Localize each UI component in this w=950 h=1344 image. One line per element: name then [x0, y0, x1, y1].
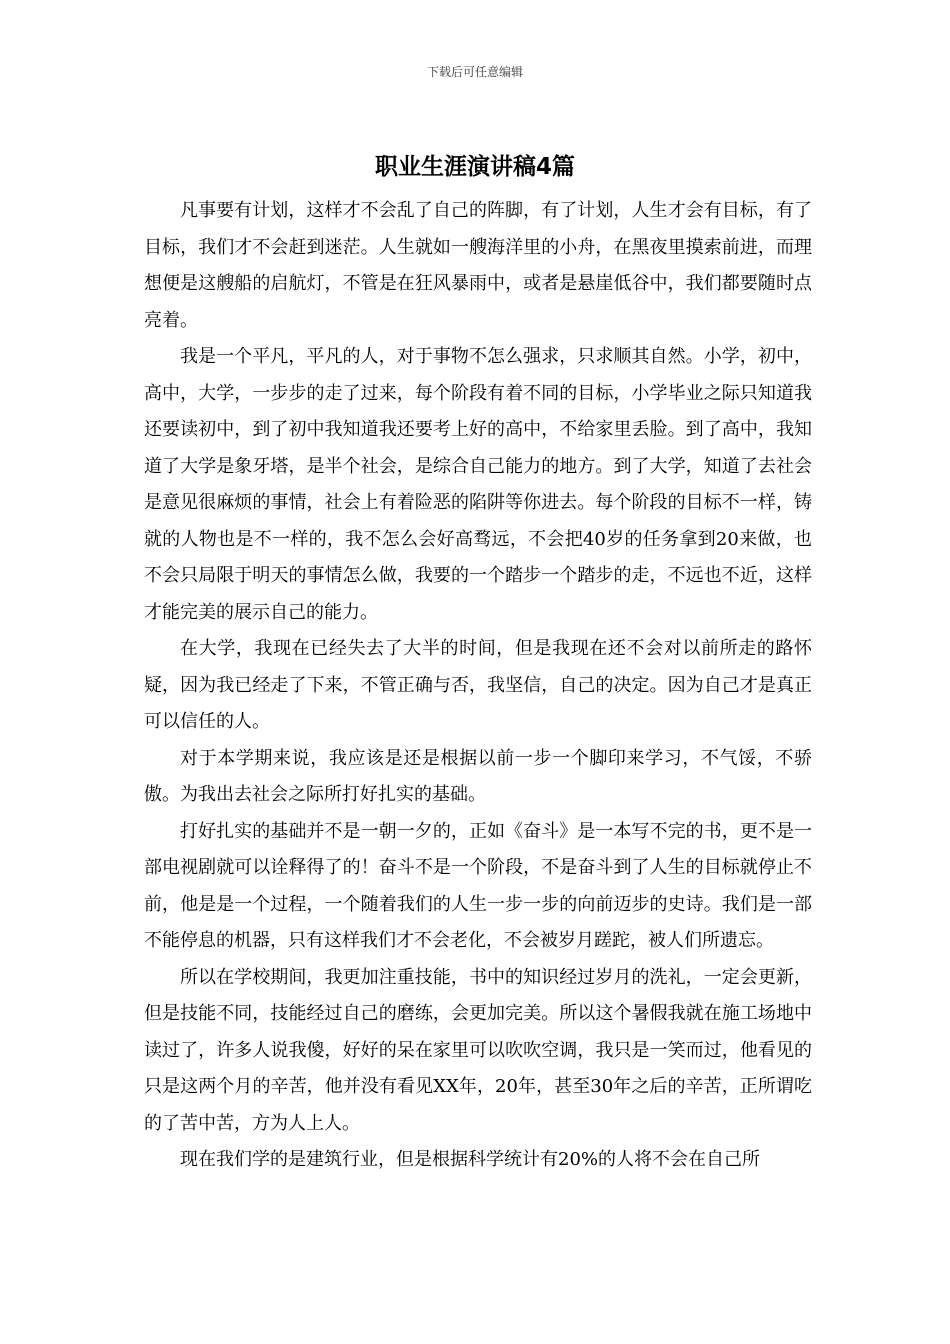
paragraph: 我是一个平凡，平凡的人，对于事物不怎么强求，只求顺其自然。小学，初中，高中，大学，一步步的走了过来，每个阶段有着不同的目标，小学毕业之际只知道我还要读初中，到了初中我知道我还要考上好的高中，不给家里丢脸。到了高中，我知道了大学是象牙塔，是半个社会，是综合自己能力的地方。到了大学，知道了去社会是意见很麻烦的事情，社会上有着险恶的陷阱等你进去。每个阶段的目标不一样，铸就的人物也是不一样的，我不怎么会好高骛远，不会把40岁的任务拿到20来做，也不会只局限于明天的事情怎么做，我要的一个踏步一个踏步的走，不远也不近，这样才能完美的展示自己的能力。: [144, 346, 812, 623]
paragraph: 凡事要有计划，这样才不会乱了自己的阵脚，有了计划，人生才会有目标，有了目标，我们才不会赶到迷茫。人生就如一艘海洋里的小舟，在黑夜里摸索前进，而理想便是这艘船的启航灯，不管是在狂风暴雨中，或者是悬崖低谷中，我们都要随时点亮着。: [144, 200, 812, 331]
paragraph: 在大学，我现在已经失去了大半的时间，但是我现在还不会对以前所走的路怀疑，因为我已经走了下来，不管正确与否，我坚信，自己的决定。因为自己才是真正可以信任的人。: [144, 638, 812, 732]
document-title: 职业生涯演讲稿4篇: [374, 154, 575, 180]
paragraph: 现在我们学的是建筑行业，但是根据科学统计有20%的人将不会在自己所: [180, 1149, 761, 1170]
paragraph: 打好扎实的基础并不是一朝一夕的，正如《奋斗》是一本写不完的书，更不是一部电视剧就可以诠释得了的！奋斗不是一个阶段，不是奋斗到了人生的目标就停止不前，他是是一个过程，一个随着我们的人生一步一步的向前迈步的史诗。我们是一部不能停息的机器，只有这样我们才不会老化，不会被岁月蹉跎，被人们所遗忘。: [144, 820, 812, 951]
header-note: 下载后可任意编辑: [426, 65, 523, 79]
document-body: [144, 193, 812, 1179]
paragraph: 对于本学期来说，我应该是还是根据以前一步一个脚印来学习，不气馁，不骄傲。为我出去社会之际所打好扎实的基础。: [144, 747, 812, 805]
paragraph: 所以在学校期间，我更加注重技能，书中的知识经过岁月的洗礼，一定会更新，但是技能不同，技能经过自己的磨练，会更加完美。所以这个暑假我就在施工场地中读过了，许多人说我傻，好好的呆在家里可以吹吹空调，我只是一笑而过，他看见的只是这两个月的辛苦，他并没有看见XX年，20年，甚至30年之后的辛苦，正所谓吃的了苦中苦，方为人上人。: [144, 966, 812, 1134]
